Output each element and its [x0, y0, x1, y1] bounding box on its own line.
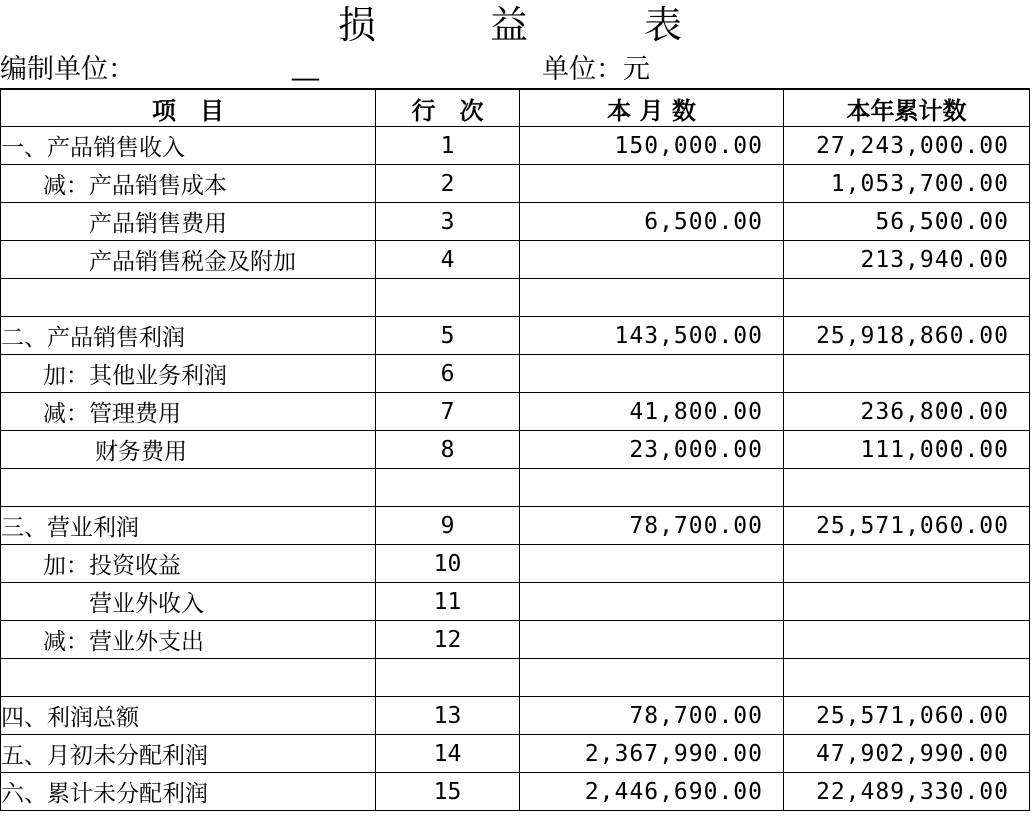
- row-line-cell: 14: [376, 735, 520, 773]
- row-month-cell: 78,700.00: [520, 507, 784, 545]
- table-row: [1, 735, 1030, 773]
- row-line-cell: 1: [376, 127, 520, 165]
- col-header-item: 项 目: [1, 89, 376, 127]
- row-month-cell: [520, 469, 784, 507]
- row-line-cell: 5: [376, 317, 520, 355]
- row-item-cell: [1, 279, 376, 317]
- row-year-cell: 111,000.00: [784, 431, 1030, 469]
- row-year-cell: [784, 659, 1030, 697]
- table-row: [1, 697, 1030, 735]
- row-year-cell: 25,571,060.00: [784, 697, 1030, 735]
- row-month-cell: 2,446,690.00: [520, 773, 784, 811]
- table-row: [1, 773, 1030, 811]
- unit-value: __: [292, 50, 319, 81]
- row-item-cell: [1, 659, 376, 697]
- row-month-cell: 2,367,990.00: [520, 735, 784, 773]
- currency-label: 单位：元: [542, 54, 650, 85]
- row-year-cell: [784, 583, 1030, 621]
- row-item-cell: 五、月初未分配利润: [1, 735, 376, 773]
- row-line-cell: [376, 469, 520, 507]
- row-year-cell: 213,940.00: [784, 241, 1030, 279]
- unit-label: 编制单位：: [0, 54, 135, 85]
- row-year-cell: 22,489,330.00: [784, 773, 1030, 811]
- row-item-cell: 一、产品销售收入: [1, 127, 376, 165]
- row-month-cell: 6,500.00: [520, 203, 784, 241]
- title-char-3: 表: [644, 3, 683, 47]
- row-line-cell: 12: [376, 621, 520, 659]
- row-year-cell: 1,053,700.00: [784, 165, 1030, 203]
- row-line-cell: 6: [376, 355, 520, 393]
- row-item-cell: 营业外收入: [1, 583, 376, 621]
- row-year-cell: [784, 469, 1030, 507]
- row-line-cell: 2: [376, 165, 520, 203]
- table-row: [1, 127, 1030, 165]
- row-month-cell: 23,000.00: [520, 431, 784, 469]
- table-row: [1, 507, 1030, 545]
- row-year-cell: 25,571,060.00: [784, 507, 1030, 545]
- report-title: [0, 0, 1036, 50]
- row-item-cell: [1, 469, 376, 507]
- row-year-cell: [784, 621, 1030, 659]
- table-row: [1, 583, 1030, 621]
- row-month-cell: 78,700.00: [520, 697, 784, 735]
- income-statement-table: [0, 88, 1030, 811]
- row-month-cell: [520, 279, 784, 317]
- table-header-row: [1, 89, 1030, 127]
- row-month-cell: 143,500.00: [520, 317, 784, 355]
- col-header-month: 本 月 数: [520, 89, 784, 127]
- row-line-cell: 13: [376, 697, 520, 735]
- table-row: [1, 545, 1030, 583]
- title-char-1: 损: [338, 3, 377, 47]
- row-item-cell: 四、利润总额: [1, 697, 376, 735]
- row-month-cell: [520, 545, 784, 583]
- row-line-cell: 9: [376, 507, 520, 545]
- row-line-cell: 15: [376, 773, 520, 811]
- col-header-line: 行 次: [376, 89, 520, 127]
- row-line-cell: 7: [376, 393, 520, 431]
- col-header-year: 本年累计数: [784, 89, 1030, 127]
- row-month-cell: 41,800.00: [520, 393, 784, 431]
- table-row: [1, 165, 1030, 203]
- row-month-cell: [520, 621, 784, 659]
- row-month-cell: 150,000.00: [520, 127, 784, 165]
- title-char-2: 益: [490, 3, 529, 47]
- row-item-cell: 产品销售税金及附加: [1, 241, 376, 279]
- row-month-cell: [520, 165, 784, 203]
- row-month-cell: [520, 355, 784, 393]
- row-year-cell: 27,243,000.00: [784, 127, 1030, 165]
- row-year-cell: 25,918,860.00: [784, 317, 1030, 355]
- table-row: [1, 241, 1030, 279]
- row-month-cell: [520, 241, 784, 279]
- row-item-cell: 加：投资收益: [1, 545, 376, 583]
- row-year-cell: [784, 279, 1030, 317]
- row-item-cell: 六、累计未分配利润: [1, 773, 376, 811]
- row-item-cell: 减：营业外支出: [1, 621, 376, 659]
- row-year-cell: 56,500.00: [784, 203, 1030, 241]
- table-row: [1, 621, 1030, 659]
- table-row: [1, 469, 1030, 507]
- table-row: [1, 393, 1030, 431]
- row-item-cell: 二、产品销售利润: [1, 317, 376, 355]
- row-year-cell: 47,902,990.00: [784, 735, 1030, 773]
- row-line-cell: 4: [376, 241, 520, 279]
- row-line-cell: 10: [376, 545, 520, 583]
- row-line-cell: [376, 659, 520, 697]
- table-row: [1, 431, 1030, 469]
- table-row: [1, 203, 1030, 241]
- row-item-cell: 三、营业利润: [1, 507, 376, 545]
- row-line-cell: 3: [376, 203, 520, 241]
- row-item-cell: 产品销售费用: [1, 203, 376, 241]
- table-row: [1, 659, 1030, 697]
- row-line-cell: 11: [376, 583, 520, 621]
- row-month-cell: [520, 659, 784, 697]
- table-row: [1, 317, 1030, 355]
- table-row: [1, 279, 1030, 317]
- row-year-cell: [784, 355, 1030, 393]
- row-line-cell: 8: [376, 431, 520, 469]
- row-year-cell: 236,800.00: [784, 393, 1030, 431]
- row-item-cell: 减：产品销售成本: [1, 165, 376, 203]
- row-line-cell: [376, 279, 520, 317]
- row-item-cell: 财务费用: [1, 431, 376, 469]
- row-item-cell: 加：其他业务利润: [1, 355, 376, 393]
- row-month-cell: [520, 583, 784, 621]
- row-item-cell: 减：管理费用: [1, 393, 376, 431]
- table-row: [1, 355, 1030, 393]
- row-year-cell: [784, 545, 1030, 583]
